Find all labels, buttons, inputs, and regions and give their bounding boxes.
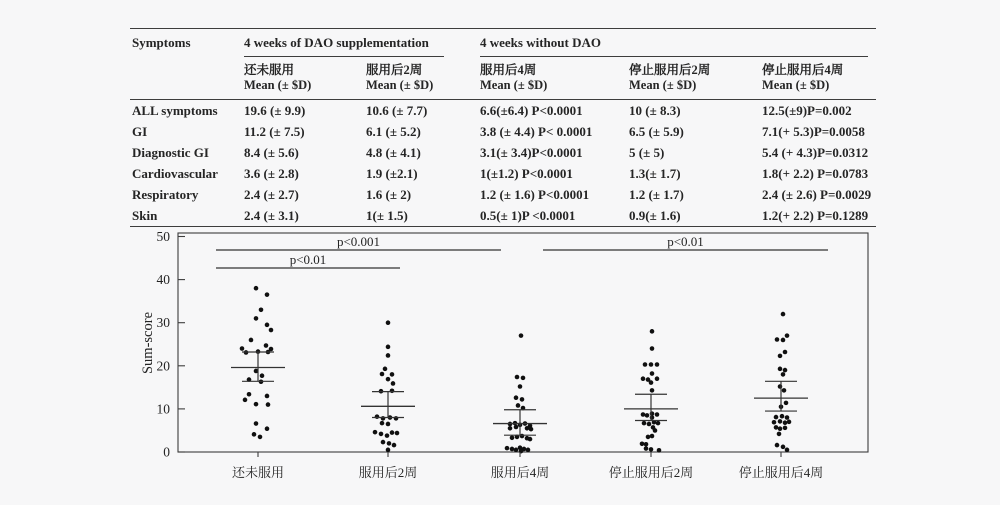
x-axis-category-label: 还未服用 [231,465,285,480]
subheader-mean-sd-label: Mean (± $D) [629,78,697,92]
table-group-header-without-dao [478,29,876,58]
symptom-name-cell: GI [132,123,148,139]
table-row [130,184,876,205]
table-subheader-col-4 [760,57,876,100]
scatter-point [781,338,786,343]
scatter-point [772,420,777,425]
value-cell: 2.4 (± 2.6) P=0.0029 [762,186,872,202]
scatter-point [775,337,780,342]
value-cell: 11.2 (± 7.5) [244,123,305,139]
scatter-point [264,343,269,348]
scatter-point [774,415,779,420]
scatter-point [641,412,646,417]
value-cell: 4.8 (± 4.1) [366,144,421,160]
value-cell: 2.4 (± 2.7) [244,186,299,202]
symptom-name-cell: Cardiovascular [132,165,218,181]
scatter-point [641,376,646,381]
scatter-point [390,388,395,393]
scatter-point [254,402,259,407]
subheader-mean-sd-label: Mean (± $D) [480,78,548,92]
scatter-point [640,442,645,447]
scatter-point [657,448,662,453]
scatter-point [655,376,660,381]
symptom-name-cell: Diagnostic GI [132,144,209,160]
x-axis-category-label: 服用后4周 [490,465,550,480]
scatter-point [386,320,391,325]
scatter-point [247,392,252,397]
symptom-name-cell: Skin [132,207,158,223]
scatter-point [510,447,515,452]
scatter-point [774,425,779,430]
table-body [130,100,876,227]
scatter-point [775,443,780,448]
scatter-point [249,338,254,343]
scatter-point [783,350,788,355]
scatter-point [373,430,378,435]
y-axis-tick-label: 30 [156,315,170,331]
scatter-point [649,447,654,452]
scatter-point [653,428,658,433]
value-cell: 1(±1.2) P<0.0001 [480,165,573,181]
scatter-point [781,372,786,377]
scatter-point [650,434,655,439]
y-axis-tick-label: 20 [156,358,170,374]
scatter-point [390,372,395,377]
table-row [130,163,876,184]
scatter-point [644,446,649,451]
scatter-point [265,426,270,431]
group-header-dao-label: 4 weeks of DAO supplementation [244,35,444,57]
scatter-point [386,353,391,358]
scatter-point [655,362,660,367]
symptom-name-cell: ALL symptoms [132,102,218,118]
scatter-point [650,388,655,393]
scatter-point [266,402,271,407]
scatter-point [525,426,530,431]
y-axis-title: Sum-score [140,311,156,375]
scatter-point [518,384,523,389]
group-header-without-dao-label: 4 weeks without DAO [480,35,868,57]
scatter-point [777,432,782,437]
value-cell: 1.2(+ 2.2) P=0.1289 [762,207,869,223]
scatter-point [782,388,787,393]
subheader-mean-sd-label: Mean (± $D) [366,78,434,92]
scatter-point [783,368,788,373]
scatter-point [526,448,531,453]
scatter-point [380,421,385,426]
subheader-period-label: 服用后2周 [366,63,423,77]
scatter-point [386,422,391,427]
scatter-point [778,426,783,431]
subheader-period-label: 服用后4周 [480,63,537,77]
scatter-point [785,333,790,338]
value-cell: 1(± 1.5) [366,207,408,223]
scatter-point [521,376,526,381]
value-cell: 6.1 (± 5.2) [366,123,421,139]
scatter-point [778,367,783,372]
scatter-point [656,421,661,426]
scatter-point [252,432,257,437]
value-cell: 0.9(± 1.6) [629,207,681,223]
scatter-point [783,420,788,425]
value-cell: 1.8(+ 2.2) P=0.0783 [762,165,869,181]
scatter-point [650,415,655,420]
scatter-point [520,397,525,402]
scatter-point [781,445,786,450]
scatter-point [386,377,391,382]
scatter-point [778,384,783,389]
x-axis-category-label: 停止服用后2周 [608,465,694,480]
y-axis-tick-label: 10 [156,401,170,417]
scatter-point [655,412,660,417]
scatter-point [254,316,259,321]
scatter-point [259,307,264,312]
value-cell: 5 (± 5) [629,144,665,160]
value-cell: 3.6 (± 2.8) [244,165,299,181]
table-row [130,142,876,163]
scatter-point [385,433,390,438]
scatter-point [505,446,510,451]
significance-label: p<0.01 [667,234,704,249]
table-header-symptoms: Symptoms [130,29,242,100]
scatter-point [265,394,270,399]
value-cell: 6.5 (± 5.9) [629,123,684,139]
scatter-point [386,345,391,350]
scatter-point [265,292,270,297]
scatter-point [383,367,388,372]
value-cell: 12.5(±9)P=0.002 [762,102,852,118]
x-axis-category-label: 服用后2周 [358,465,418,480]
scatter-point [647,422,652,427]
scatter-point [243,398,248,403]
scatter-point [646,435,651,440]
scatter-point [380,372,385,377]
value-cell: 10 (± 8.3) [629,102,681,118]
scatter-point [510,435,515,440]
value-cell: 2.4 (± 3.1) [244,207,299,223]
scatter-point [785,415,790,420]
scatter-point [783,426,788,431]
scatter-point [258,435,263,440]
scatter-point [514,425,519,430]
value-cell: 5.4 (+ 4.3)P=0.0312 [762,144,869,160]
value-cell: 3.8 (± 4.4) P< 0.0001 [480,123,593,139]
scatter-point [381,416,386,421]
value-cell: 1.3(± 1.7) [629,165,681,181]
value-cell: 0.5(± 1)P <0.0001 [480,207,576,223]
scatter-point [642,421,647,426]
table-row [130,121,876,142]
scatter-point [650,371,655,376]
subheader-mean-sd-label: Mean (± $D) [762,78,830,92]
scatter-point [778,419,783,424]
scatter-plot-svg [0,225,1000,500]
table-subheader-col-2 [478,57,627,100]
scatter-point [649,362,654,367]
scatter-point [254,286,259,291]
scatter-point [780,414,785,419]
table-subheader-col-0 [242,57,364,100]
subheader-period-label: 停止服用后4周 [762,63,844,77]
scatter-point [265,323,270,328]
value-cell: 3.1(± 3.4)P<0.0001 [480,144,583,160]
scatter-point [269,328,274,333]
value-cell: 19.6 (± 9.9) [244,102,306,118]
symptom-name-cell: Respiratory [132,186,199,202]
value-cell: 8.4 (± 5.6) [244,144,299,160]
scatter-point [650,329,655,334]
table-group-header-row [130,29,876,58]
value-cell: 1.9 (±2.1) [366,165,418,181]
scatter-point [519,333,524,338]
table-group-header-dao-supplementation [242,29,478,58]
scatter-point [240,346,245,351]
scatter-point [381,440,386,445]
table-row [130,100,876,122]
table-subheader-col-3 [627,57,760,100]
scatter-point [645,413,650,418]
scatter-point [516,403,521,408]
value-cell: 1.6 (± 2) [366,186,412,202]
scatter-point [778,354,783,359]
scatter-point [515,375,520,380]
scatter-point [379,432,384,437]
plot-border [178,233,868,452]
scatter-point [644,442,649,447]
table-subheader-col-1 [364,57,478,100]
scatter-point [519,449,524,454]
sum-score-scatter-chart [0,225,1000,500]
scatter-point [395,431,400,436]
significance-label: p<0.001 [336,234,381,249]
y-axis-tick-label: 40 [156,272,170,288]
scatter-point [528,437,533,442]
scatter-point [387,441,392,446]
scatter-point [529,427,534,432]
scatter-point [391,381,396,386]
y-axis-tick-label: 50 [156,229,170,244]
scatter-point [260,373,265,378]
scatter-point [392,443,397,448]
symptoms-data-table [130,28,876,227]
table-subheader-row [130,57,876,100]
value-cell: 1.2 (± 1.6) P<0.0001 [480,186,590,202]
scatter-point [394,416,399,421]
scatter-point [643,362,648,367]
subheader-period-label: 停止服用后2周 [629,63,711,77]
value-cell: 1.2 (± 1.7) [629,186,684,202]
x-axis-category-label: 停止服用后4周 [738,465,824,480]
scatter-point [375,414,380,419]
scatter-point [784,401,789,406]
scatter-point [781,312,786,317]
value-cell: 7.1(+ 5.3)P=0.0058 [762,123,865,139]
subheader-period-label: 还未服用 [244,63,295,77]
subheader-mean-sd-label: Mean (± $D) [244,78,312,92]
scatter-point [514,448,519,453]
y-axis-tick-label: 0 [163,444,170,460]
scatter-point [514,395,519,400]
scatter-point [386,448,391,453]
scatter-point [508,426,513,431]
symptoms-table [130,28,876,227]
table-row [130,205,876,227]
scatter-point [785,448,790,453]
value-cell: 6.6(±6.4) P<0.0001 [480,102,583,118]
scatter-point [649,380,654,385]
scatter-point [650,346,655,351]
scatter-point [390,430,395,435]
scatter-point [787,420,792,425]
scatter-point [254,421,259,426]
significance-label: p<0.01 [289,252,327,267]
value-cell: 10.6 (± 7.7) [366,102,428,118]
